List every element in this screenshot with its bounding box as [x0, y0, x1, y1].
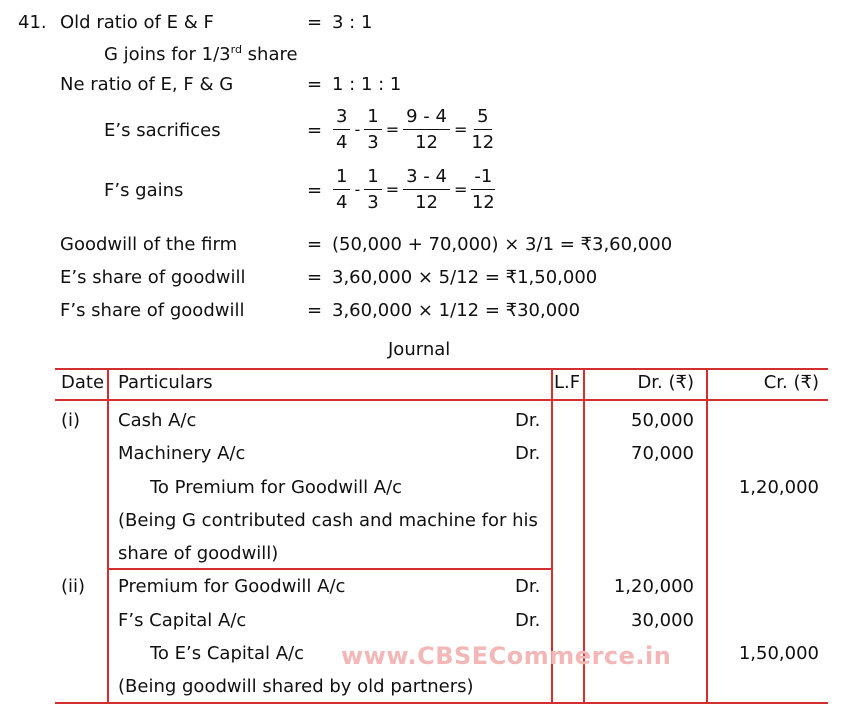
e-sacrifice-expression: [333, 108, 494, 152]
dr-amount: 70,000: [631, 443, 694, 464]
equals-sign: =: [307, 300, 323, 321]
equals-sign: =: [453, 180, 468, 199]
entry-separator-rule: [107, 568, 551, 570]
cr-amount: 1,20,000: [738, 477, 819, 498]
dr-mark: Dr.: [515, 410, 541, 431]
dr-amount: 50,000: [631, 410, 694, 431]
new-ratio-label: Ne ratio of E, F & G: [60, 74, 234, 95]
particular-line: Machinery A/c: [118, 443, 246, 464]
equals-sign: =: [307, 234, 323, 255]
dr-mark: Dr.: [515, 443, 541, 464]
table-bottom-rule: [55, 702, 828, 704]
fraction: $\frac{1}{3}$: [364, 168, 381, 212]
f-gain-label: F’s gains: [104, 180, 184, 201]
minus-sign: -: [354, 180, 361, 199]
old-ratio-value: 3 : 1: [332, 12, 373, 33]
e-sacrifice-label: E’s sacrifices: [104, 120, 221, 141]
fraction: 3 4: [333, 108, 350, 152]
equals-sign: =: [307, 180, 323, 201]
f-gain-expression: [333, 168, 495, 212]
equals-sign: =: [307, 120, 323, 141]
narration-line: (Being goodwill shared by old partners): [118, 676, 474, 697]
old-ratio-label: Old ratio of E & F: [60, 12, 214, 33]
equals-sign: =: [307, 74, 323, 95]
header-particulars: Particulars: [118, 372, 213, 393]
header-dr: Dr. (₹): [637, 372, 694, 393]
fraction: $\frac{5}{12}$: [471, 106, 495, 153]
fraction: $\frac{-1}{12}$: [471, 166, 495, 213]
fraction: 1 4: [333, 168, 350, 212]
narration-line: share of goodwill): [118, 543, 279, 564]
dr-column-rule: [706, 368, 708, 704]
particular-line: Premium for Goodwill A/c: [118, 576, 346, 597]
particular-line-credit: To E’s Capital A/c: [150, 643, 304, 664]
f-goodwill-value: 3,60,000 × 1/12 = ₹30,000: [332, 300, 581, 321]
particular-line: Cash A/c: [118, 410, 197, 431]
entry-date: (ii): [61, 576, 86, 597]
e-goodwill-value: 3,60,000 × 5/12 = ₹1,50,000: [332, 267, 598, 288]
e-goodwill-label: E’s share of goodwill: [60, 267, 246, 288]
narration-line: (Being G contributed cash and machine for his: [118, 510, 538, 531]
fraction: $\frac{3 - 4}{12}$: [403, 168, 450, 212]
goodwill-value: (50,000 + 70,000) × 3/1 = ₹3,60,000: [332, 234, 673, 255]
dr-mark: Dr.: [515, 610, 541, 631]
header-bottom-rule: [55, 399, 828, 401]
g-joins-line: [104, 43, 298, 65]
dr-mark: Dr.: [515, 576, 541, 597]
watermark-text: www.CBSECommerce.in: [341, 642, 672, 670]
minus-sign: -: [354, 120, 361, 139]
equals-sign: =: [385, 180, 400, 199]
journal-table: [55, 368, 828, 704]
new-ratio-value: 1 : 1 : 1: [332, 74, 402, 95]
header-lf: L.F: [554, 372, 581, 393]
g-joins-sup: rd: [230, 43, 242, 56]
dr-amount: 30,000: [631, 610, 694, 631]
particular-line: F’s Capital A/c: [118, 610, 247, 631]
question-number: 41.: [18, 12, 47, 33]
header-date: Date: [61, 372, 105, 393]
entry-date: (i): [61, 410, 81, 431]
fraction: $\frac{1}{3}$: [364, 108, 381, 152]
header-cr: Cr. (₹): [763, 372, 819, 393]
particular-line-credit: To Premium for Goodwill A/c: [150, 477, 403, 498]
journal-title: Journal: [388, 339, 451, 360]
equals-sign: =: [385, 120, 400, 139]
goodwill-label: Goodwill of the firm: [60, 234, 238, 255]
g-joins-suffix: share: [241, 44, 298, 65]
equals-sign: =: [307, 267, 323, 288]
equals-sign: =: [453, 120, 468, 139]
fraction: $\frac{9 - 4}{12}$: [403, 108, 450, 152]
dr-amount: 1,20,000: [613, 576, 694, 597]
table-top-rule: [55, 368, 828, 370]
cr-amount: 1,50,000: [738, 643, 819, 664]
g-joins-prefix: G joins for 1/3: [104, 44, 231, 65]
date-column-rule: [107, 368, 109, 704]
f-goodwill-label: F’s share of goodwill: [60, 300, 245, 321]
equals-sign: =: [307, 12, 323, 33]
